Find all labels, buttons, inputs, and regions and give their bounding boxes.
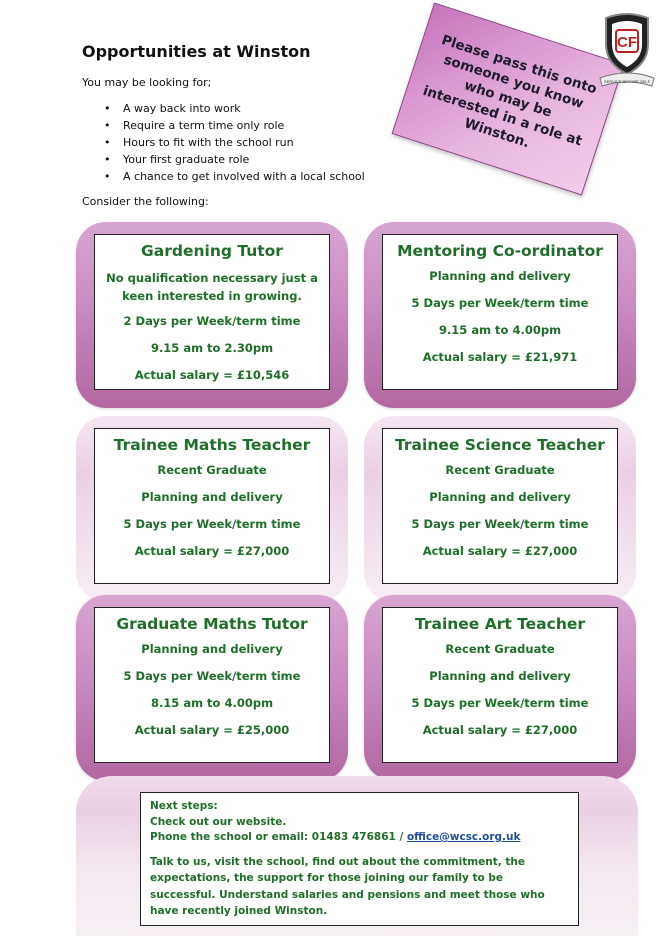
intro-text: You may be looking for; bbox=[82, 76, 212, 89]
note-text: Please pass this onto someone you know who may be interested in a role at Winston. bbox=[420, 32, 599, 152]
job-card-graduate-maths bbox=[76, 595, 348, 781]
job-detail: Planning and delivery bbox=[429, 669, 571, 683]
next-steps-box bbox=[140, 792, 579, 926]
crest-motto: SERVICE BEFORE SELF bbox=[603, 79, 651, 84]
job-title: Mentoring Co-ordinator bbox=[397, 242, 603, 260]
next-steps-website: Check out our website. bbox=[150, 815, 287, 828]
job-detail: 9.15 am to 2.30pm bbox=[150, 341, 274, 355]
consider-text: Consider the following: bbox=[82, 195, 209, 208]
page-title: Opportunities at Winston bbox=[82, 42, 311, 61]
job-card-gardening bbox=[76, 222, 348, 408]
job-card-trainee-science bbox=[364, 416, 636, 602]
next-steps-paragraph: Talk to us, visit the school, find out about the commitment, the expectations, the support for those joining our family to be successful. Understand salaries and pensions and meet those who have recently joined Winston. bbox=[150, 855, 545, 917]
pass-on-note bbox=[392, 2, 625, 195]
job-detail: 5 Days per Week/term time bbox=[411, 517, 589, 531]
bullet-item: • Require a term time only role bbox=[104, 117, 365, 134]
job-detail: Recent Graduate bbox=[157, 463, 267, 477]
job-card-content bbox=[94, 607, 330, 763]
job-detail: Recent Graduate bbox=[445, 463, 555, 477]
job-detail: Planning and delivery bbox=[429, 269, 571, 283]
job-detail: 5 Days per Week/term time bbox=[123, 517, 301, 531]
bullet-item: • Hours to fit with the school run bbox=[104, 134, 365, 151]
bullet-list bbox=[104, 100, 365, 185]
job-card-content bbox=[382, 234, 618, 390]
email-link[interactable]: office@wcsc.org.uk bbox=[406, 831, 521, 843]
job-salary: Actual salary = £27,000 bbox=[422, 544, 578, 558]
job-salary: Actual salary = £25,000 bbox=[134, 723, 290, 737]
phone-text: Phone the school or email: 01483 476861 / bbox=[150, 831, 404, 843]
bullet-item: • A chance to get involved with a local school bbox=[104, 168, 365, 185]
job-detail: 2 Days per Week/term time bbox=[123, 314, 301, 328]
job-detail: Recent Graduate bbox=[445, 642, 555, 656]
crest-initials: CF bbox=[617, 34, 637, 51]
job-title: Trainee Art Teacher bbox=[414, 615, 586, 633]
job-title: Gardening Tutor bbox=[141, 242, 283, 260]
bullet-item: • Your first graduate role bbox=[104, 151, 365, 168]
job-detail: No qualification necessary just a keen interested in growing. bbox=[106, 271, 318, 303]
school-crest-icon bbox=[596, 10, 658, 90]
job-detail: 5 Days per Week/term time bbox=[411, 296, 589, 310]
job-detail: 5 Days per Week/term time bbox=[411, 696, 589, 710]
job-detail: 9.15 am to 4.00pm bbox=[438, 323, 562, 337]
job-card-mentoring bbox=[364, 222, 636, 408]
job-detail: 5 Days per Week/term time bbox=[123, 669, 301, 683]
job-card-content bbox=[94, 428, 330, 584]
job-card-content bbox=[382, 607, 618, 763]
job-salary: Actual salary = £27,000 bbox=[422, 723, 578, 737]
job-card-content bbox=[382, 428, 618, 584]
job-card-content bbox=[94, 234, 330, 390]
job-salary: Actual salary = £10,546 bbox=[134, 368, 290, 382]
job-detail: 8.15 am to 4.00pm bbox=[150, 696, 274, 710]
next-steps-contact bbox=[150, 830, 569, 846]
job-title: Graduate Maths Tutor bbox=[116, 615, 308, 633]
job-detail: Planning and delivery bbox=[429, 490, 571, 504]
job-card-trainee-maths bbox=[76, 416, 348, 602]
job-detail: Planning and delivery bbox=[141, 642, 283, 656]
job-title: Trainee Maths Teacher bbox=[113, 436, 311, 454]
job-detail: Planning and delivery bbox=[141, 490, 283, 504]
job-title: Trainee Science Teacher bbox=[395, 436, 605, 454]
bullet-item: • A way back into work bbox=[104, 100, 365, 117]
job-salary: Actual salary = £27,000 bbox=[134, 544, 290, 558]
job-card-trainee-art bbox=[364, 595, 636, 781]
job-salary: Actual salary = £21,971 bbox=[422, 350, 578, 364]
next-steps-heading: Next steps: bbox=[150, 800, 218, 812]
